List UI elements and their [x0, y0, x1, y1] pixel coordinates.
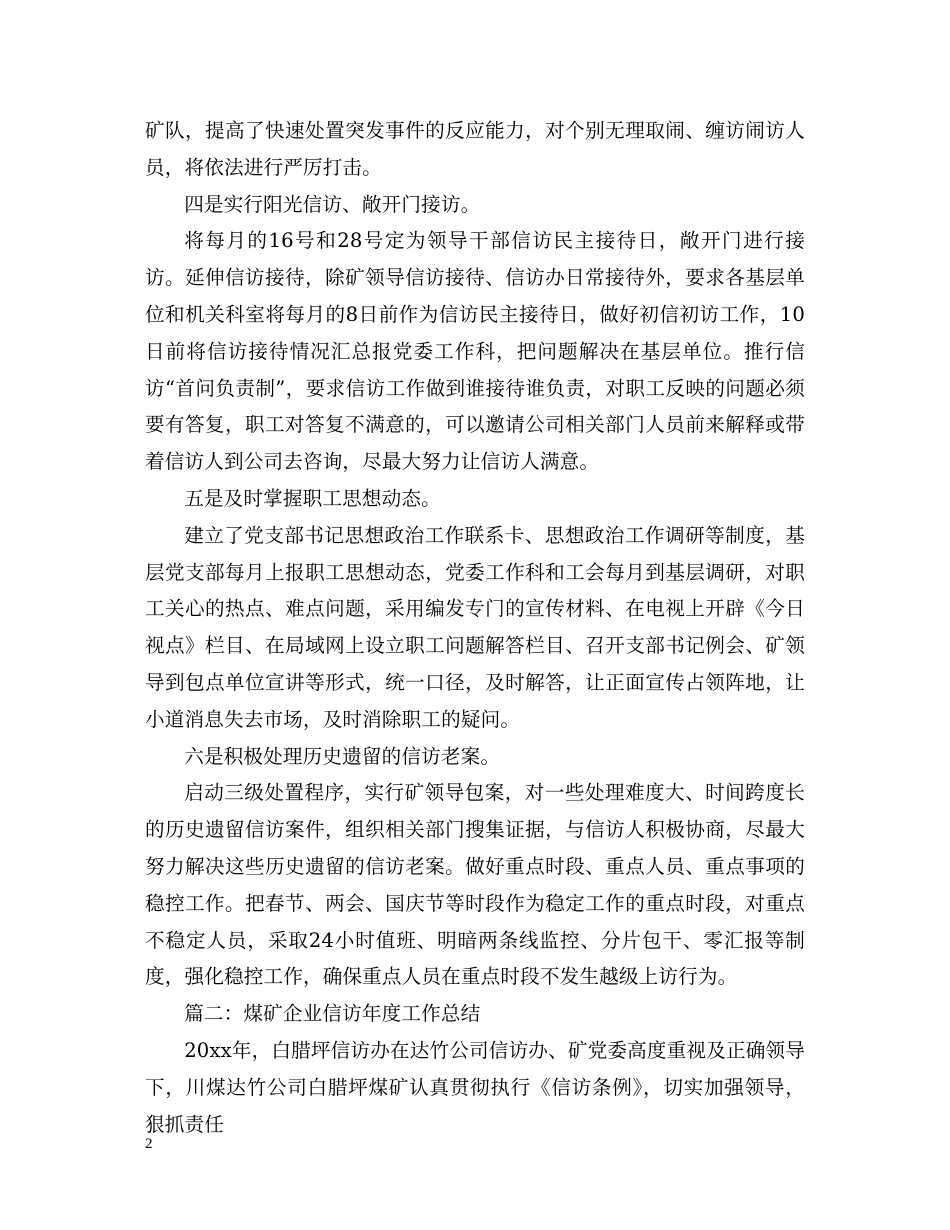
- paragraph-historical-cases: 启动三级处置程序，实行矿领导包案，对一些处理难度大、时间跨度长的历史遗留信访案件，组织相关部门搜集证据，与信访人积极协商，尽最大努力解决这些历史遗留的信访老案。做好重点时段、重点人员、重点事项的稳控工作。把春节、两会、国庆节等时段作为稳定工作的重点时段，对重点不稳定人员，采取24小时值班、明暗两条线监控、分片包干、零汇报等制度，强化稳控工作，确保重点人员在重点时段不发生越级上访行为。: [145, 781, 805, 989]
- heading-point-four: 四是实行阳光信访、敞开门接访。: [184, 192, 481, 216]
- paragraph-annual-summary: 20xx年，白腊坪信访办在达竹公司信访办、矿党委高度重视及正确领导下，川煤达竹公司白腊坪煤矿认真贯彻执行《信访条例》，切实加强领导，狠抓责任: [145, 1038, 805, 1136]
- heading-point-six: 六是积极处理历史遗留的信访老案。: [184, 744, 501, 768]
- page-number: 2: [145, 1136, 153, 1152]
- heading-point-five: 五是及时掌握职工思想动态。: [184, 486, 441, 510]
- paragraph-reception-day: 将每月的16号和28号定为领导干部信访民主接待日，敞开门进行接访。延伸信访接待，除矿领导信访接待、信访办日常接待外，要求各基层单位和机关科室将每月的8日前作为信访民主接待日，做好初信初访工作，10日前将信访接待情况汇总报党委工作科，把问题解决在基层单位。推行信访“首问负责制”，要求信访工作做到谁接待谁负责，对职工反映的问题必须要有答复，职工对答复不满意的，可以邀请公司相关部门人员前来解释或带着信访人到公司去咨询，尽最大努力让信访人满意。: [145, 229, 805, 474]
- section-heading-part-two: 篇二：煤矿企业信访年度工作总结: [184, 1002, 481, 1026]
- paragraph-1: 矿队，提高了快速处置突发事件的反应能力，对个别无理取闹、缠访闹访人员，将依法进行严厉打击。: [145, 119, 805, 179]
- paragraph-staff-thoughts: 建立了党支部书记思想政治工作联系卡、思想政治工作调研等制度，基层党支部每月上报职工思想动态，党委工作科和工会每月到基层调研，对职工关心的热点、难点问题，采用编发专门的宣传材料、在电视上开辟《今日视点》栏目、在局域网上设立职工问题解答栏目、召开支部书记例会、矿领导到包点单位宣讲等形式，统一口径，及时解答，让正面宣传占领阵地，让小道消息失去市场，及时消除职工的疑问。: [145, 523, 805, 731]
- document-body: [145, 113, 805, 1143]
